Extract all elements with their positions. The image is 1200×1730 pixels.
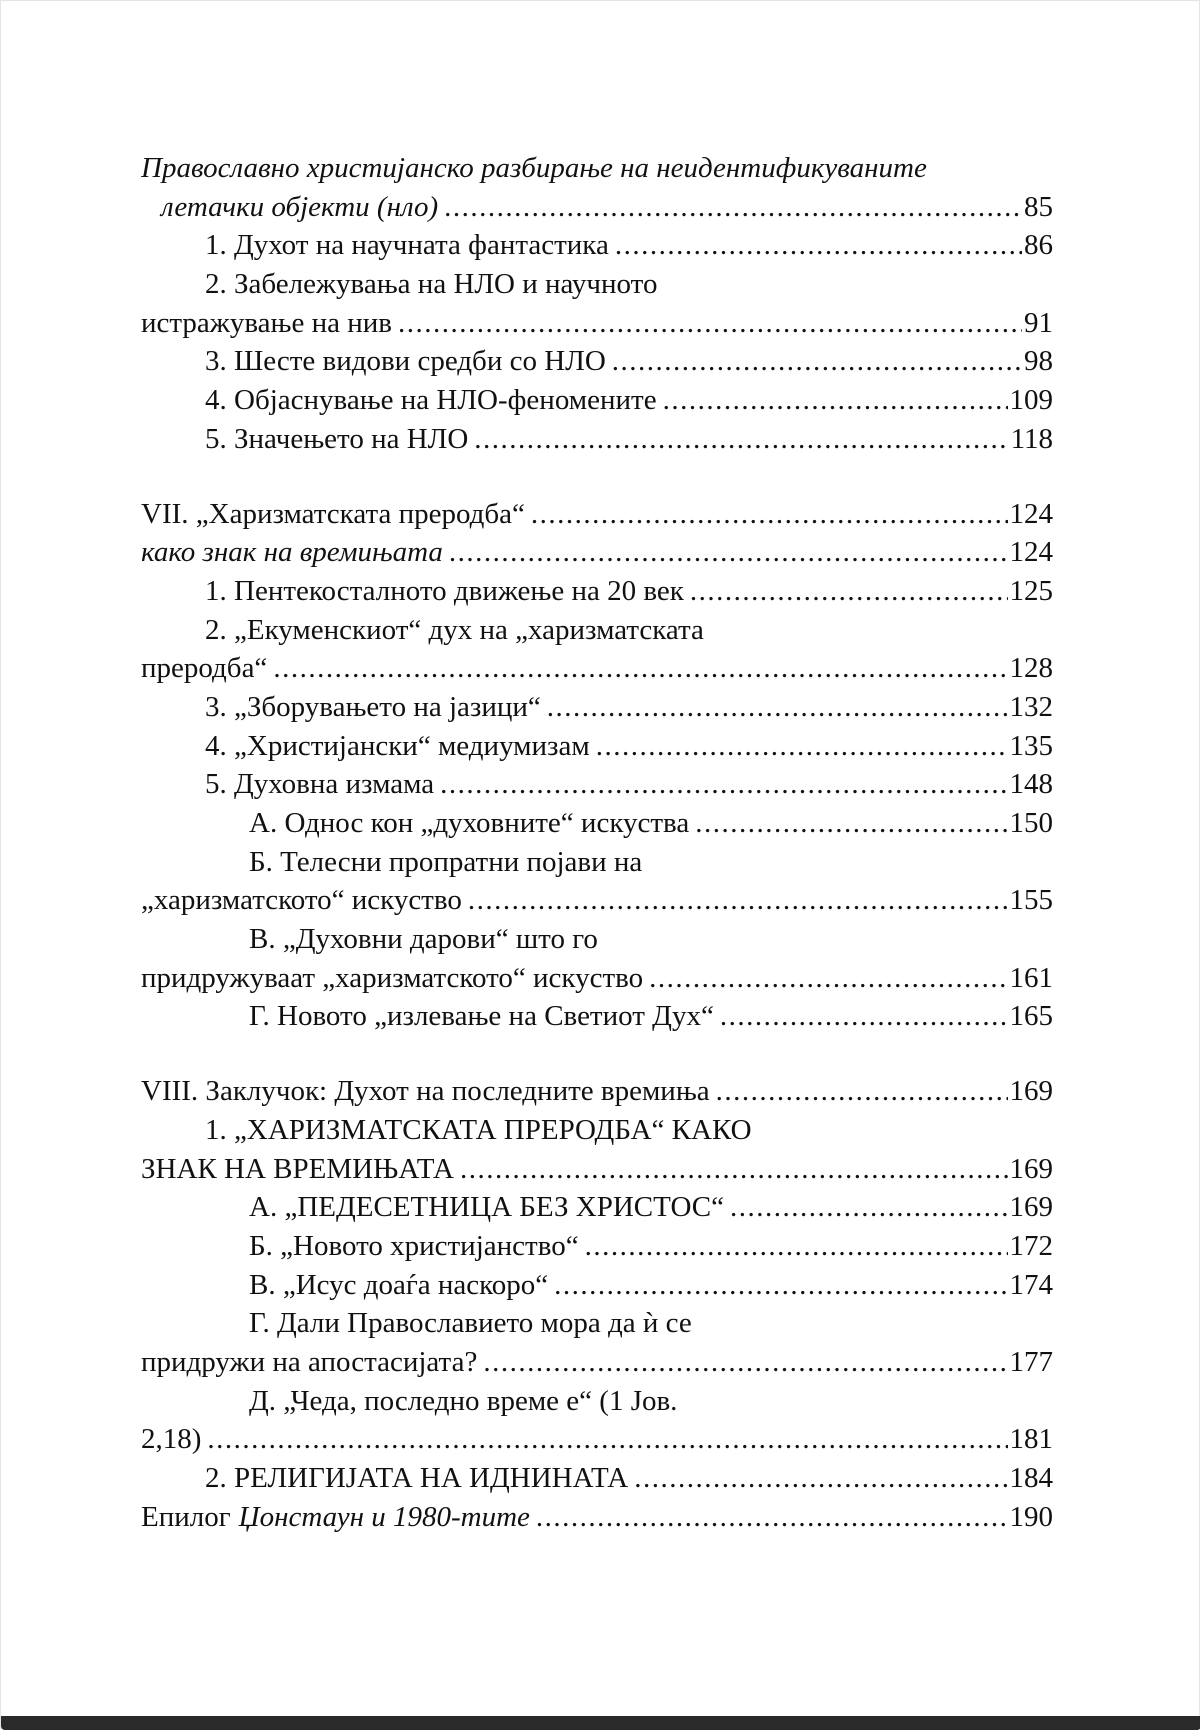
toc-entry-line2[interactable] [141,1150,1053,1189]
toc-entry-text: 3. Шесте видови средби со НЛО [205,345,606,378]
toc-subentry-line2[interactable] [141,881,1053,920]
toc-entry-text: 4. Објаснување на НЛО-феномените [205,384,657,417]
toc-leader-dots [468,881,1008,920]
toc-entry-text: 2,18) [141,1423,202,1456]
toc-entry-line2[interactable] [141,304,1053,343]
toc-leader-dots [273,649,1007,688]
toc-heading-text: VII. „Харизматската преродба“ [141,497,525,530]
toc-page-number: 128 [1009,652,1053,685]
toc-subentry[interactable] [141,1188,1053,1227]
toc-entry-text: Д. „Чеда, последно време е“ (1 Јов. [249,1384,678,1417]
toc-entry-text: Б. Телесни пропратни појави на [249,845,643,878]
toc-entry-text: „харизматското“ искуство [141,884,462,917]
toc-heading-ufo-text1: Православно христијанско разбирање на неидентификуваните [141,152,927,184]
toc-entry-text: Б. „Новото христијанство“ [249,1229,579,1262]
toc-entry-line2[interactable] [141,649,1053,688]
toc-page-number: 124 [1009,497,1053,530]
toc-entry[interactable] [141,420,1053,459]
toc-page-number: 169 [1009,1075,1053,1108]
toc-leader-dots [716,1072,1008,1111]
toc-entry-text: придружи на апостасијата? [141,1345,478,1378]
toc-heading-text: VIII. Заклучок: Духот на последните времиња [141,1075,710,1108]
toc-subentry-line1[interactable] [141,843,1053,882]
toc-leader-dots [531,495,1008,534]
toc-leader-dots [585,1227,1008,1266]
toc-leader-dots [554,1266,1007,1305]
toc-entry-text: 1. „ХАРИЗМАТСКАТА ПРЕРОДБА“ КАКО [205,1113,752,1146]
toc-page-number: 155 [1009,884,1053,917]
bottom-edge-bar [1,1716,1200,1730]
section-gap [141,459,1053,495]
toc-leader-dots [615,226,1022,265]
toc-entry-text: В. „Исус доаѓа наскоро“ [249,1268,549,1301]
toc-subentry-line1[interactable] [141,1382,1053,1421]
toc-heading-vii[interactable] [141,495,1053,534]
toc-page-number: 124 [1009,536,1053,569]
toc-entry-text: 5. Духовна измама [205,768,435,801]
toc-page-number: 169 [1009,1191,1053,1224]
toc-leader-dots [720,997,1008,1036]
toc-entry-text: А. Однос кон „духовните“ искуства [249,807,690,839]
toc-page-number: 135 [1009,729,1053,762]
toc-entry-text: В. „Духовни дарови“ што го [249,923,598,956]
toc-leader-dots [398,304,1022,343]
toc-entry-text: придружуваат „харизматското“ искуство [141,961,644,994]
toc-entry-text: преродба“ [141,652,268,685]
toc-leader-dots [695,804,1007,843]
toc-entry-text: 2. РЕЛИГИЈАТА НА ИДНИНАТА [205,1462,629,1494]
toc-page-number: 86 [1024,229,1053,262]
toc-leader-dots [663,381,1008,420]
toc-entry-text: А. „ПЕДЕСЕТНИЦА БЕЗ ХРИСТОС“ [249,1191,724,1224]
toc-entry-text: 4. „Христијански“ медиумизам [205,729,590,762]
toc-leader-dots [547,688,1008,727]
toc-subentry-line1[interactable] [141,920,1053,959]
table-of-contents [141,149,1053,1536]
toc-page-number: 190 [1009,1500,1053,1533]
toc-epilogue-label: Епилог [141,1500,231,1533]
toc-page-number: 98 [1024,345,1053,378]
toc-subheading-vii[interactable] [141,533,1053,572]
toc-entry-text: ЗНАК НА ВРЕМИЊАТА [141,1152,454,1185]
toc-page-number: 125 [1009,574,1053,607]
toc-page-number: 172 [1009,1229,1053,1262]
toc-entry-text: истражување на нив [141,306,392,339]
toc-entry-text: 2. Забележувања на НЛО и научното [205,268,658,301]
toc-entry-text: 2. „Екуменскиот“ дух на „харизматската [205,613,704,646]
toc-leader-dots [730,1188,1008,1227]
toc-entry-line1[interactable] [141,265,1053,304]
toc-leader-dots [649,959,1007,998]
toc-entry[interactable] [141,381,1053,420]
toc-entry[interactable] [141,572,1053,611]
toc-subentry-line2[interactable] [141,1420,1053,1459]
toc-leader-dots [460,1150,1008,1189]
toc-entry-text: Г. Новото „излевање на Светиот Дух“ [249,1000,714,1033]
toc-page-number: 132 [1009,690,1053,723]
toc-page-number: 177 [1009,1345,1053,1378]
toc-subentry-line2[interactable] [141,959,1053,998]
section-gap [141,1036,1053,1072]
toc-page-number: 150 [1009,807,1053,839]
toc-leader-dots [444,188,1022,227]
toc-page-number: 184 [1009,1462,1053,1494]
toc-entry[interactable] [141,226,1053,265]
toc-epilogue-title: Џонстаун и 1980-тите [238,1500,530,1533]
toc-page-number: 85 [1024,190,1053,223]
toc-entry-text: 1. Духот на научната фантастика [205,229,609,262]
toc-page-number: 181 [1009,1423,1053,1456]
toc-entry-text: Г. Дали Православието мора да ѝ се [249,1307,692,1340]
toc-entry[interactable] [141,765,1053,804]
toc-subentry[interactable] [141,804,1053,843]
toc-leader-dots [440,765,1007,804]
toc-page-number: 174 [1009,1268,1053,1301]
toc-leader-dots [207,1420,1007,1459]
toc-page-number: 169 [1009,1152,1053,1185]
toc-epilogue[interactable] [141,1498,1053,1537]
toc-entry[interactable] [141,1459,1053,1498]
toc-entry-text: 1. Пентекосталното движење на 20 век [205,574,684,607]
toc-subentry[interactable] [141,1227,1053,1266]
toc-leader-dots [596,727,1008,766]
toc-page-number: 91 [1024,306,1053,339]
toc-subheading-text: како знак на времињата [141,536,443,569]
toc-entry[interactable] [141,688,1053,727]
toc-page-number: 148 [1009,768,1053,801]
toc-entry[interactable] [141,342,1053,381]
toc-page-number: 109 [1009,384,1053,417]
toc-leader-dots [449,533,1008,572]
toc-leader-dots [483,1343,1007,1382]
toc-subentry[interactable] [141,997,1053,1036]
toc-entry-line1[interactable] [141,611,1053,650]
toc-leader-dots [690,572,1008,611]
toc-leader-dots [536,1498,1008,1537]
toc-entry-line1[interactable] [141,1111,1053,1150]
toc-entry[interactable] [141,727,1053,766]
toc-entry-text: 5. Значењето на НЛО [205,422,469,455]
toc-leader-dots [634,1459,1007,1498]
toc-page-number: 165 [1009,1000,1053,1033]
toc-page-number: 161 [1009,961,1053,994]
toc-heading-viii[interactable] [141,1072,1053,1111]
toc-leader-dots [612,342,1022,381]
toc-heading-ufo-text2: летачки објекти (нло) [161,190,439,223]
toc-subentry-line2[interactable] [141,1343,1053,1382]
toc-subentry[interactable] [141,1266,1053,1305]
toc-heading-ufo-line1 [141,149,1053,188]
toc-leader-dots [474,420,1008,459]
toc-entry-text: 3. „Зборувањето на јазици“ [205,690,541,723]
toc-subentry-line1[interactable] [141,1304,1053,1343]
toc-page-number: 118 [1010,422,1053,455]
toc-heading-ufo-line2[interactable] [141,188,1053,227]
